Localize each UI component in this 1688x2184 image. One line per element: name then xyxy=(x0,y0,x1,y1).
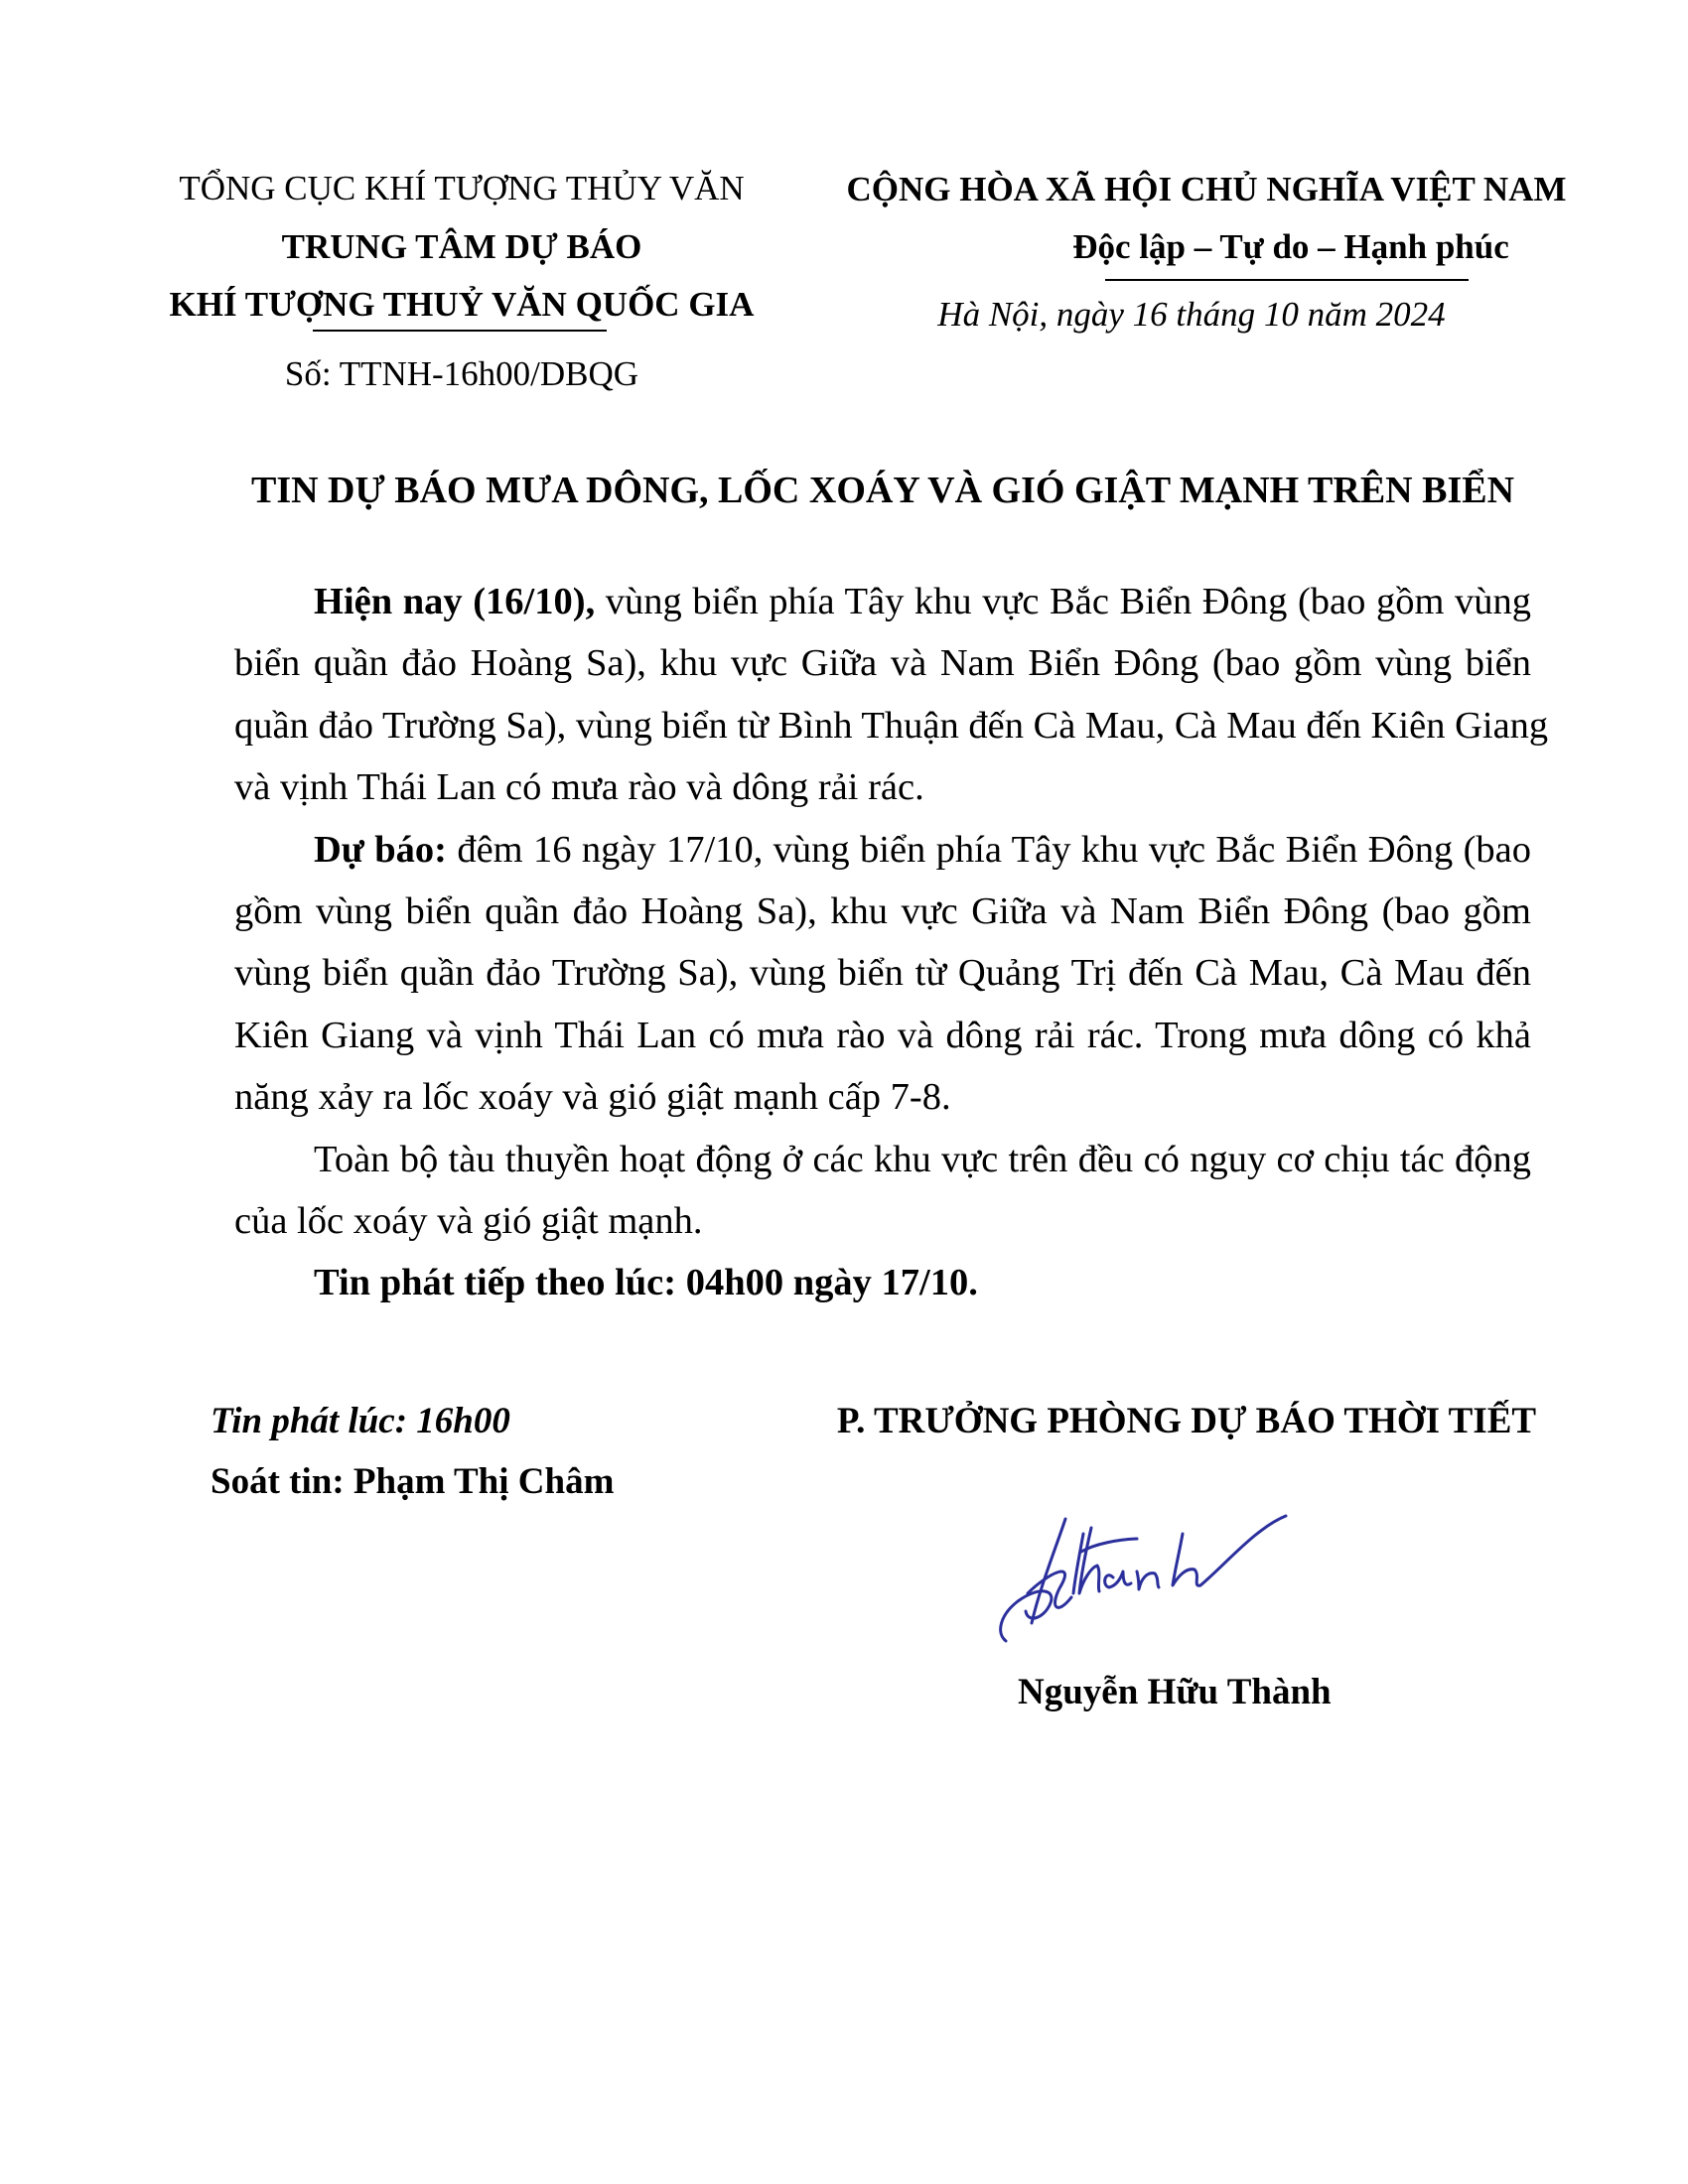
document-number: Số: TTNH-16h00/DBQG xyxy=(284,354,639,393)
document-title: TIN DỰ BÁO MƯA DÔNG, LỐC XOÁY VÀ GIÓ GIẬT MẠNH TRÊN BIỂN xyxy=(250,470,1515,511)
nation-name: CỘNG HÒA XÃ HỘI CHỦ NGHĨA VIỆT NAM xyxy=(846,170,1567,208)
signature-stroke xyxy=(1137,1571,1159,1589)
body-line: gồm vùng biển quần đảo Hoàng Sa), khu vực Giữa và Nam Biển Đông (bao gồm xyxy=(234,889,1531,932)
signature-image xyxy=(988,1494,1296,1648)
body-line: quần đảo Trường Sa), vùng biển từ Bình Thuận đến Cà Mau, Cà Mau đến Kiên Giang xyxy=(234,704,1549,747)
body-text: đêm 16 ngày 17/10, vùng biển phía Tây khu vực Bắc Biển Đông (bao xyxy=(447,828,1532,871)
agency-underline xyxy=(313,330,607,332)
body-line: năng xảy ra lốc xoáy và gió giật mạnh cấp 7-8. xyxy=(234,1076,951,1119)
signature-stroke xyxy=(1105,1571,1131,1587)
para1-lead: Hiện nay (16/10), xyxy=(314,581,596,622)
para2-lead: Dự báo: xyxy=(314,828,447,871)
agency-parent: TỔNG CỤC KHÍ TƯỢNG THỦY VĂN xyxy=(179,169,745,207)
body-line xyxy=(234,819,1531,881)
document-body xyxy=(234,571,1549,1314)
reviewed-by: Soát tin: Phạm Thị Châm xyxy=(211,1461,615,1502)
place-date: Hà Nội, ngày 16 tháng 10 năm 2024 xyxy=(937,295,1446,334)
body-line: và vịnh Thái Lan có mưa rào và dông rải rác. xyxy=(234,766,924,809)
signer-title: P. TRƯỞNG PHÒNG DỰ BÁO THỜI TIẾT xyxy=(836,1401,1537,1441)
body-line: biển quần đảo Hoàng Sa), khu vực Giữa và Nam Biển Đông (bao gồm vùng biển xyxy=(234,642,1531,685)
body-text: vùng biển phía Tây khu vực Bắc Biển Đông (bao gồm vùng xyxy=(595,581,1531,622)
signer-name: Nguyễn Hữu Thành xyxy=(1018,1672,1332,1712)
national-motto: Độc lập – Tự do – Hạnh phúc xyxy=(1072,227,1509,266)
body-line xyxy=(234,571,1531,632)
agency-name-line2: KHÍ TƯỢNG THUỶ VĂN QUỐC GIA xyxy=(169,285,755,324)
body-line: Kiên Giang và vịnh Thái Lan có mưa rào và dông rải rác. Trong mưa dông có khả xyxy=(234,1014,1531,1056)
signature-stroke xyxy=(1001,1591,1052,1641)
body-line: Toàn bộ tàu thuyền hoạt động ở các khu vực trên đều có nguy cơ chịu tác động xyxy=(314,1138,1531,1180)
body-line: vùng biển quần đảo Trường Sa), vùng biển từ Quảng Trị đến Cà Mau, Cà Mau đến xyxy=(234,952,1531,995)
next-issue-notice: Tin phát tiếp theo lúc: 04h00 ngày 17/10. xyxy=(314,1262,978,1304)
issued-at: Tin phát lúc: 16h00 xyxy=(211,1401,510,1441)
motto-underline xyxy=(1105,279,1469,281)
signature-stroke xyxy=(1173,1516,1286,1585)
body-line: của lốc xoáy và gió giật mạnh. xyxy=(234,1199,703,1242)
agency-name-line1: TRUNG TÂM DỰ BÁO xyxy=(281,227,642,266)
